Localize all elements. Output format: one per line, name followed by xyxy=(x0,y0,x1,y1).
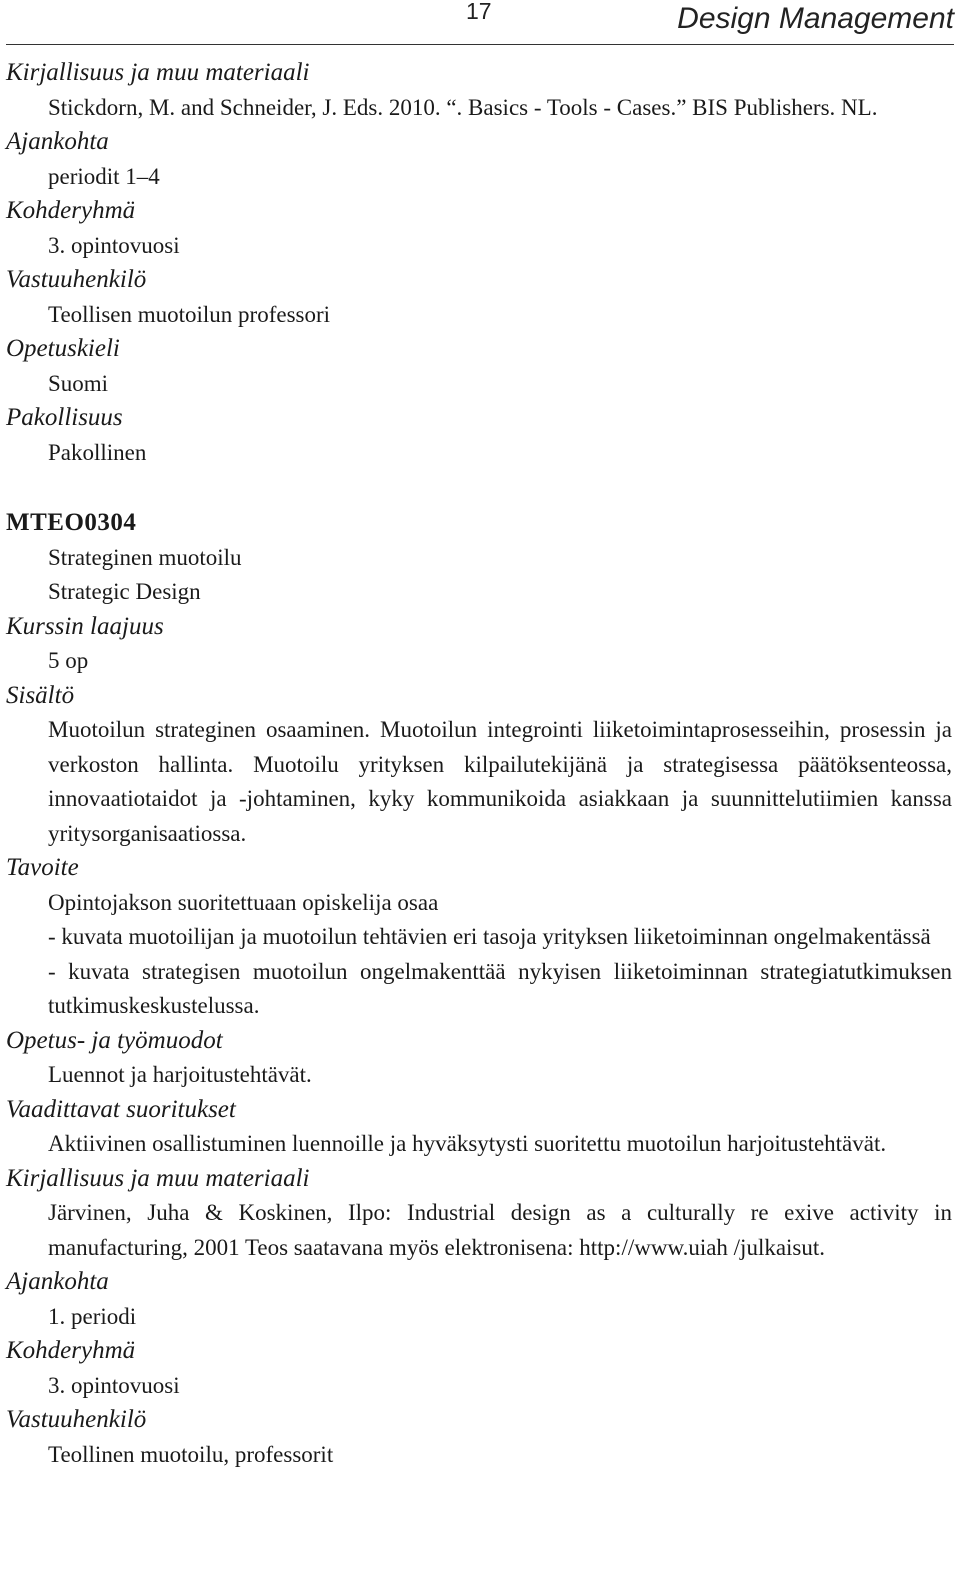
requirements-value: Aktiivinen osallistuminen luennoille ja hyväksytysti suoritettu muotoilun harjoitustehtävät. xyxy=(48,1131,887,1156)
target-group-label: Kohderyhmä xyxy=(6,197,136,224)
literature-label: Kirjallisuus ja muu materiaali xyxy=(6,59,310,86)
course-name-fi: Strateginen muotoilu xyxy=(48,544,242,570)
literature-label: Kirjallisuus ja muu materiaali xyxy=(6,1164,310,1192)
responsible-label: Vastuuhenkilö xyxy=(6,1406,147,1433)
mandatory-value: Pakollinen xyxy=(48,439,147,465)
content-text: Muotoilun strateginen osaaminen. Muotoilun integrointi liiketoimintaprosesseihin, prosessin ja verkoston hallinta. Muotoilu yrityksen kilpailutekijänä ja strategisessa päätöksenteossa, innovaatiotaidot ja -johtaminen, kyky kommunikoida asiakkaan ja suunnittelutiimien kanssa yritysorganisaatiossa. xyxy=(48,717,952,846)
timing-value: 1. periodi xyxy=(48,1303,137,1329)
methods-value: Luennot ja harjoitustehtävät. xyxy=(48,1062,312,1087)
timing-label: Ajankohta xyxy=(6,1268,109,1295)
goal-item: - kuvata muotoilijan ja muotoilun tehtävien eri tasoja yrityksen liiketoiminnan ongelmakentässä xyxy=(48,924,931,949)
timing-label: Ajankohta xyxy=(6,128,109,155)
target-group-value: 3. opintovuosi xyxy=(48,1372,180,1398)
requirements-label: Vaadittavat suoritukset xyxy=(6,1095,236,1123)
mandatory-label: Pakollisuus xyxy=(6,404,123,431)
page-content xyxy=(6,56,952,1472)
course-code: MTEO0304 xyxy=(6,509,137,536)
target-group-value: 3. opintovuosi xyxy=(48,232,180,258)
goal-label: Tavoite xyxy=(6,854,79,881)
header-rule xyxy=(6,44,954,45)
scope-value: 5 op xyxy=(48,648,89,673)
page-number: 17 xyxy=(466,0,492,24)
literature-text: Järvinen, Juha & Koskinen, Ilpo: Industrial design as a culturally re exive activity in manufacturing, 2001 Teos saatavana myös elektronisena: http://www.uiah /julkaisut. xyxy=(48,1200,952,1260)
methods-label: Opetus- ja työmuodot xyxy=(6,1026,223,1054)
responsible-value: Teollinen muotoilu, professorit xyxy=(48,1441,334,1467)
language-label: Opetuskieli xyxy=(6,335,120,362)
timing-value: periodit 1–4 xyxy=(48,163,160,189)
goal-intro: Opintojakson suoritettuaan opiskelija osaa xyxy=(48,889,439,915)
running-title: Design Management xyxy=(677,2,954,35)
target-group-label: Kohderyhmä xyxy=(6,1337,136,1364)
content-label: Sisältö xyxy=(6,681,75,709)
language-value: Suomi xyxy=(48,370,109,396)
scope-label: Kurssin laajuus xyxy=(6,612,164,640)
literature-text: Stickdorn, M. and Schneider, J. Eds. 2010. “. Basics - Tools - Cases.” BIS Publishers. NL. xyxy=(48,94,878,120)
page-header xyxy=(0,0,960,46)
course-name-en: Strategic Design xyxy=(48,579,201,604)
responsible-value: Teollisen muotoilun professori xyxy=(48,301,331,327)
responsible-label: Vastuuhenkilö xyxy=(6,266,147,293)
goal-item: - kuvata strategisen muotoilun ongelmakenttää nykyisen liiketoiminnan strategiatutkimuksen tutkimuskeskustelussa. xyxy=(48,958,952,1018)
